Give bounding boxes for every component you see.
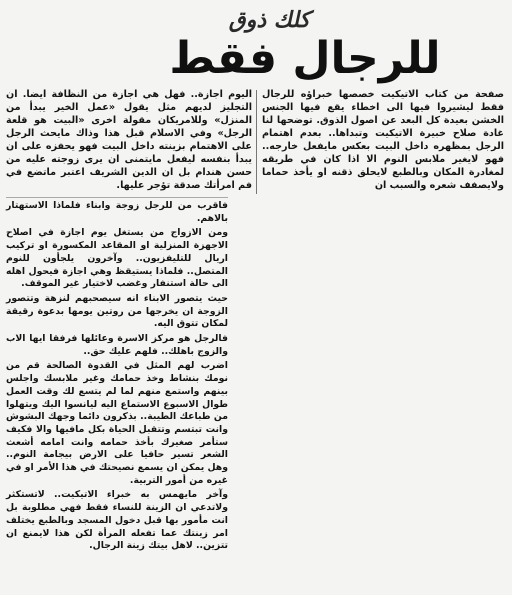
column-divider: [256, 90, 257, 194]
kicker-title: كلك ذوق: [227, 7, 315, 33]
main-paragraph-4: فالرجل هو مركز الاسرة وعائلها فرفقا ايها الاب والزوج باهلك.. فلهم عليك حق..: [6, 333, 228, 357]
intro-column-right: [262, 88, 504, 198]
section-divider: [6, 197, 228, 198]
intro-paragraph-right: صفحة من كتاب الاتيكيت خصصها خبراؤه للرجال فقط ليشيروا فيها الى اخطاء يقع فيها الجنس الخشن بعيدة كل البعد عن اصول الذوق. توضحها لنا غادة صلاح خبيرة الاتيكيت وتبداها.. بعدم اهتمام الرجل بمظهره داخل البيت بعكس مايفعل خارجه.. فهو لايغير ملابس النوم الا اذا كان في طريقه لمغادرة المكان وبالطبع لايحلق ذقنه او يأخذ حماما ولايصفف شعره والسبب ان: [262, 89, 504, 191]
main-column: [6, 200, 228, 592]
intro-column-left: [6, 88, 252, 198]
main-paragraph-3: حيث يتصور الابناء انه سيصحبهم لنزهة وتتصور الزوجة ان يخرجها من روتين يومها بدعوة رقيقة لمكان تتوق اليه.: [6, 292, 228, 330]
intro-paragraph-left: اليوم اجازة.. فهل هي اجازة من النظافة ايضا. ان التجليز لديهم مثل يقول «عمل الخير يبدأ من المنزل» وللامريكان مقولة اخرى «البيت هو قلعة الرجل» وفي الاسلام قبل هذا وذاك مايحث الرجل على الاهتمام بزينته داخل البيت فهو يحفزه على ان يبدأ بنفسه ليفعل مايتمنى ان يرى زوجته عليه من حسن هندام بل ان الدين الشريف اعتبر ماتضع في فم امرأتك صدقة تؤجر عليها.: [6, 89, 252, 191]
main-paragraph-6: وآخر مايهمس به خبراء الاتيكيت.. لاتستكثر ولاتدعي ان الزينة للنساء فقط فهي مطلوبة بل انت مأمور بها قبل دخول المسجد وبالطبع يختلف امر زينتك عما تفعله المرأة لكن هذا لايمنع ان تتزين.. لاهل بيتك زينة الرجال.: [6, 489, 228, 552]
main-paragraph-5: اضرب لهم المثل في القدوة الصالحة قم من نومك بنشاط وخذ حمامك وغير ملابسك واجلس بينهم واستمع منهم لما لم يتسع لك وقت العمل طوال الاسبوع الاستماع اليه ليانسوا اليك ويتهلوا من طباعك الطيبة.. بذكرون دائما وجهك البشوش وانت تبتسم وتتقبل الحياة بكل مافيها والا فكيف ستأمر صغيرك بأخذ حمامه وانت امامه أشعث الشعر تسير حافيا على الارض بيجامة النوم.. وهل يمكن ان يسمع نصيحتك في هذا الأمر او في غيره من أمور التربية.: [5, 360, 228, 486]
main-paragraph-2: ومن الازواج من يستغل يوم اجازة في اصلاح الاجهزة المنزلية او المقاعد المكسورة او تركيب اريال للتليفزيون.. وآخرون يلجأون للنوم المتصل.. فلماذا يستيقظ وهي اجازة فيحول اهله الى حالة استنفار وغضب لاختيار غير الموقف.: [6, 227, 228, 290]
main-paragraph-1: فاقرب من للرجل زوجة وابناء فلماذا الاستهتار بالاهم.: [6, 200, 228, 224]
headline: للرجال فقط: [169, 33, 441, 84]
